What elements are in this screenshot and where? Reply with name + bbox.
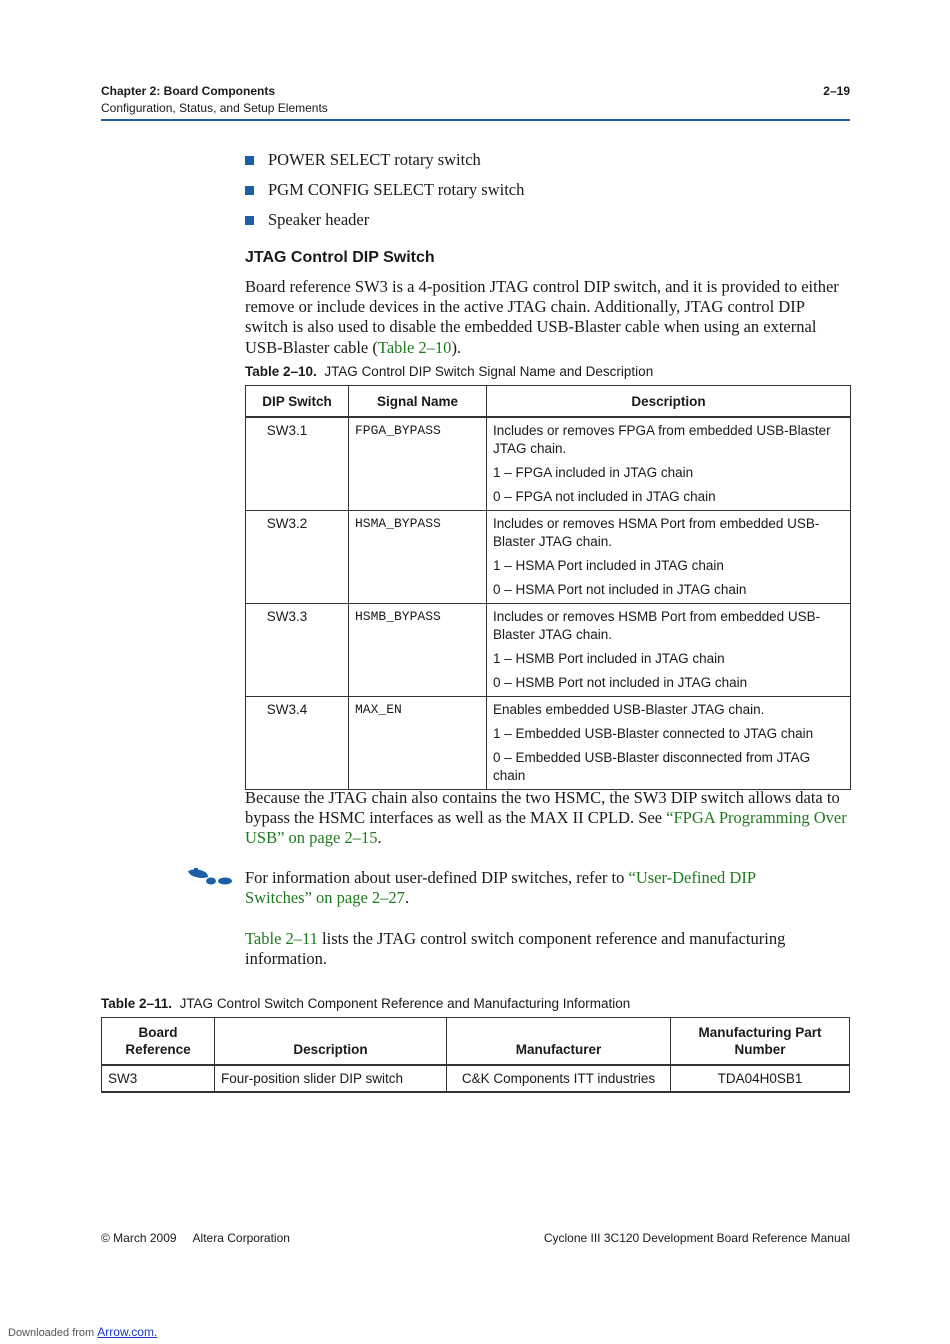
note-hand-icon bbox=[186, 866, 234, 888]
column-header: Signal Name bbox=[349, 386, 487, 418]
part-number-cell: TDA04H0SB1 bbox=[671, 1065, 850, 1092]
description-cell: Enables embedded USB-Blaster JTAG chain. 1 – Embedded USB-Blaster connected to JTAG chain 0 – Embedded USB-Blaster disconnected from JTAG chain bbox=[487, 697, 851, 790]
fpga-programming-link[interactable]: “FPGA Programming Over USB” on page 2–15 bbox=[245, 808, 847, 848]
column-header: Manufacturer bbox=[447, 1018, 671, 1066]
section-title: Configuration, Status, and Setup Elements bbox=[101, 101, 328, 115]
table-row bbox=[102, 1065, 850, 1092]
bullet-list bbox=[245, 149, 845, 239]
list-item: PGM CONFIG SELECT rotary switch bbox=[245, 179, 845, 209]
description-cell: Includes or removes HSMB Port from embedded USB-Blaster JTAG chain. 1 – HSMB Port included in JTAG chain 0 – HSMB Port not included in JTAG chain bbox=[487, 604, 851, 697]
column-header: DIP Switch bbox=[246, 386, 349, 418]
arrow-link[interactable]: Arrow.com. bbox=[97, 1325, 158, 1339]
description-cell: Includes or removes FPGA from embedded USB-Blaster JTAG chain. 1 – FPGA included in JTAG chain 0 – FPGA not included in JTAG chain bbox=[487, 417, 851, 511]
table-row bbox=[246, 604, 851, 697]
bypass-paragraph: Because the JTAG chain also contains the two HSMC, the SW3 DIP switch allows data to bypass the HSMC interfaces as well as the MAX II CPLD. See “FPGA Programming Over USB” on page 2–15. bbox=[245, 788, 847, 848]
footer-manual-title: Cyclone III 3C120 Development Board Reference Manual bbox=[543, 1231, 850, 1245]
chapter-title: Chapter 2: Board Components bbox=[101, 84, 276, 98]
signal-cell: MAX_EN bbox=[349, 697, 487, 790]
note-paragraph: For information about user-defined DIP switches, refer to “User-Defined DIP Switches” on page 2–27. bbox=[245, 868, 756, 908]
jtag-component-table bbox=[101, 1017, 850, 1093]
table-row bbox=[246, 511, 851, 604]
reference-cell: SW3 bbox=[102, 1065, 215, 1092]
jtag-dip-switch-table bbox=[245, 385, 851, 790]
table-ref-paragraph: Table 2–11 lists the JTAG control switch component reference and manufacturing information. bbox=[245, 929, 786, 969]
column-header: Description bbox=[215, 1018, 447, 1066]
table-2-10-caption: Table 2–10. JTAG Control DIP Switch Signal Name and Description bbox=[245, 364, 654, 379]
bullet-square-icon bbox=[245, 216, 254, 225]
table-row bbox=[246, 417, 851, 511]
column-header: Manufacturing Part Number bbox=[671, 1018, 850, 1066]
download-notice: Downloaded from Arrow.com. bbox=[8, 1325, 158, 1339]
bullet-square-icon bbox=[245, 186, 254, 195]
user-defined-dip-link[interactable]: “User-Defined DIP Switches” on page 2–27 bbox=[245, 868, 756, 908]
table-2-10-link[interactable]: Table 2–10 bbox=[377, 337, 452, 357]
signal-cell: HSMB_BYPASS bbox=[349, 604, 487, 697]
section-heading: JTAG Control DIP Switch bbox=[245, 249, 435, 266]
description-cell: Four-position slider DIP switch bbox=[215, 1065, 447, 1092]
list-item: Speaker header bbox=[245, 209, 845, 239]
page-number: 2–19 bbox=[823, 84, 850, 98]
header-rule bbox=[101, 119, 850, 121]
intro-paragraph: Board reference SW3 is a 4-position JTAG control DIP switch, and it is provided to either remove or include devices in the active JTAG chain. Additionally, JTAG control DIP switch is also used to disable the embedded USB-Blaster cable when using an external USB-Blaster cable (Table 2–10). bbox=[245, 277, 839, 357]
bullet-square-icon bbox=[245, 156, 254, 165]
list-item: POWER SELECT rotary switch bbox=[245, 149, 845, 179]
switch-cell: SW3.3 bbox=[246, 604, 349, 697]
switch-cell: SW3.4 bbox=[246, 697, 349, 790]
manufacturer-cell: C&K Components ITT industries bbox=[447, 1065, 671, 1092]
description-cell: Includes or removes HSMA Port from embedded USB-Blaster JTAG chain. 1 – HSMA Port included in JTAG chain 0 – HSMA Port not included in JTAG chain bbox=[487, 511, 851, 604]
column-header: Description bbox=[487, 386, 851, 418]
switch-cell: SW3.1 bbox=[246, 417, 349, 511]
signal-cell: FPGA_BYPASS bbox=[349, 417, 487, 511]
signal-cell: HSMA_BYPASS bbox=[349, 511, 487, 604]
table-2-11-caption: Table 2–11. JTAG Control Switch Component Reference and Manufacturing Information bbox=[101, 996, 631, 1011]
table-2-11-link[interactable]: Table 2–11 bbox=[245, 929, 318, 948]
footer-copyright: © March 2009 Altera Corporation bbox=[101, 1231, 290, 1245]
switch-cell: SW3.2 bbox=[246, 511, 349, 604]
column-header: Board Reference bbox=[102, 1018, 215, 1066]
table-row bbox=[246, 697, 851, 790]
